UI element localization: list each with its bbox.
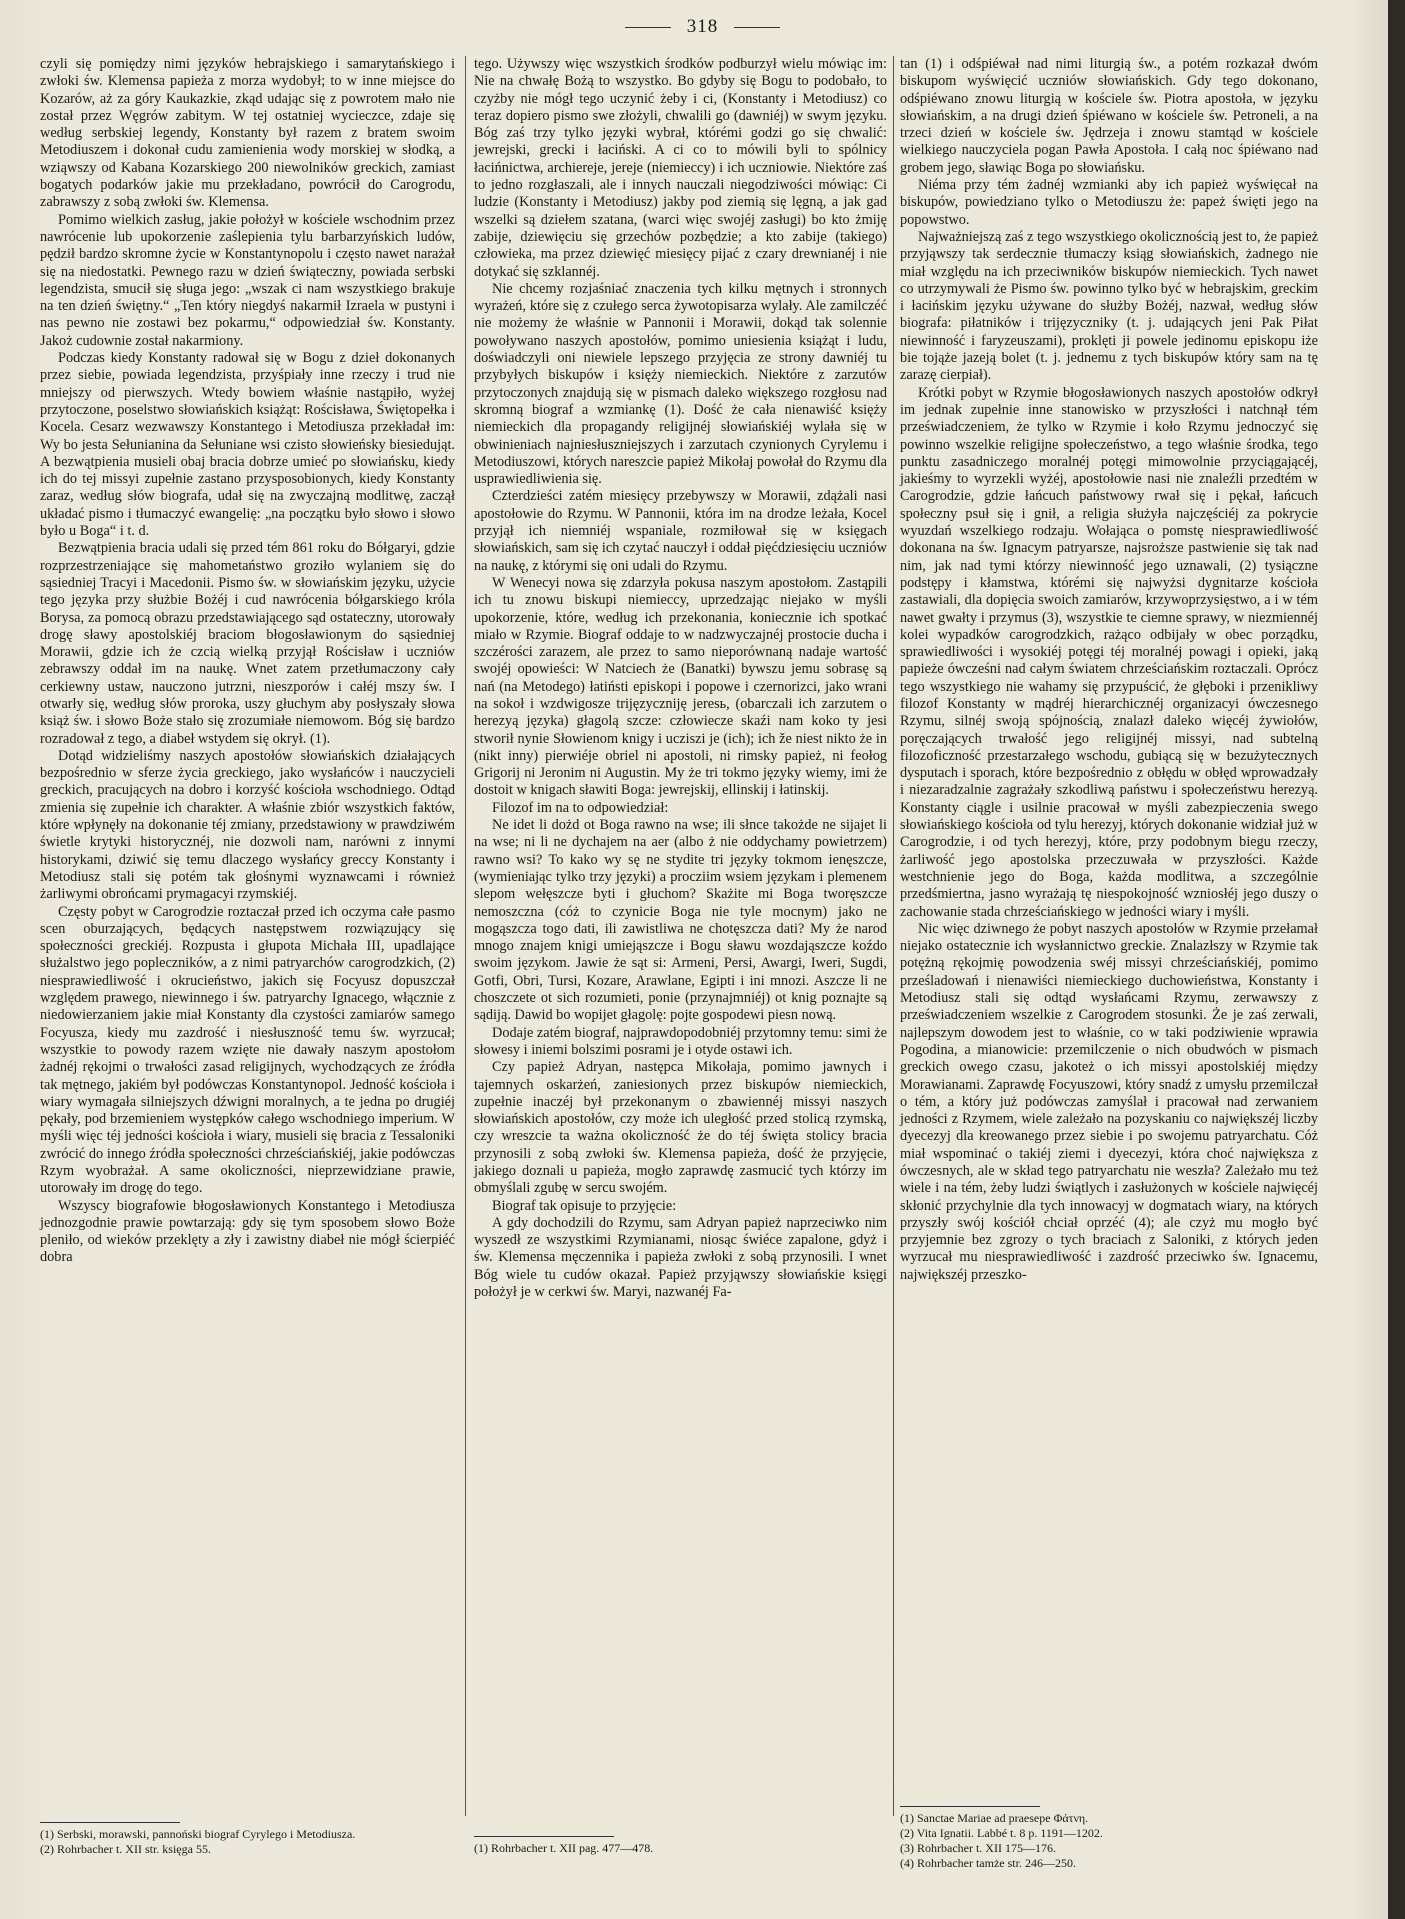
page-header xyxy=(0,16,1405,38)
paragraph: czyli się pomiędzy nimi języków hebrajskiego i samarytańskiego i zwłoki św. Klemensa papieża z morza wydobył; to w inne miejsce do Kozarów, aż za góry Kaukazkie, zkąd udając się z powrotem mało nie został przez Węgrów zabitym. W tej ostatniej wycieczce, zdaje się według serbskiej legendy, Konstanty był razem z bratem swoim Metodiuszem i dokonał cudu zamienienia wody morskiej w słodką, a wziąwszy od Kabana Kozarskiego 200 niewolników greckich, zamiast bogatych podarków jakie mu przekładano, powrócił do Carogrodu, zabrawszy z sobą zwłoki św. Klemensa. xyxy=(40,56,455,211)
paragraph: Biograf tak opisuje to przyjęcie: xyxy=(492,1197,677,1214)
header-rule-right xyxy=(734,27,780,28)
paragraph: W Wenecyi nowa się zdarzyła pokusa naszym apostołom. Zastąpili ich tu znowu biskupi niemieccy, uprzedzając niejako w myśli upokorzenie, które, według ich przekonania, koniecznie ich spotkać miało w Rzymie. Biograf oddaje to w nadzwyczajnéj prostocie ducha i szczérości zarazem, ale przez to samo nieporównaną nadaje wartość swojéj opowieści: W Natciech że (Banatki) bywszu jemu sobrasę są nań (na Metodego) łatiństi episkopi i popowe i czernorizci, jako wrani na sokoł i wzdwigosze trijęzyczniję jeresь, (obarczali ich zarzutem o herezyą języka) głagolą szcze: człowiecze skaźi nam koko ty jesi stworił nynie Słowienom knigy i ucziszi je (ich); ich že niest nikto że in (nikt inny) pierwiéje obriel ni apostoli, ni rimsky papież, ni feołog Grigorij ni Jeronim ni Augustin. My że tri tokmo języky wiemy, imi że dostoit w knigach sławiti Boga: jewrejskij, ellinskij i łatinskij. xyxy=(474,574,887,799)
footnote: (1) Sanctae Mariae ad praesepe Φάτνη. xyxy=(900,1811,1089,1825)
footnote: (1) Serbski, morawski, pannoński biograf Cyrylego i Metodiusza. xyxy=(40,1827,356,1841)
text-column-3 xyxy=(900,56,1318,1806)
footnote: (4) Rohrbacher tamże str. 246—250. xyxy=(900,1856,1076,1870)
footnote-rule xyxy=(40,1822,180,1823)
paragraph: Dotąd widzieliśmy naszych apostołów słowiańskich działających bezpośrednio w sferze życia greckiego, jako wysłańców i nauczycieli greckich, pracujących na dobro i korzyść kościoła wschodniego. Odtąd zmienia się zupełnie ich charakter. A właśnie zbiór wszystkich faktów, które wpłynęły na dokonanie téj zmiany, przedstawiony w prawdziwém świetle krytyki historycznéj, nie dozwoli nam, narówni z innymi historykami, dziwić się temu dlaczego wysłańcy greccy Konstanty i Metodiusz stali się potém tak głośnymi wyznawcami i również żarliwymi obrońcami prymagacyi rzymskiéj. xyxy=(40,747,455,903)
paragraph: Pomimo wielkich zasług, jakie położył w kościele wschodnim przez nawrócenie lub upokorzenie zaślepienia tylu barbarzyńskich ludów, pędził bardzo skromne życie w Konstantynopolu i często nawet narażał się na niedostatki. Pewnego razu w dzień świąteczny, powiada serbski legendzista, smucił się sługa jego: „wszak ci nam wszystkiego brakuje na ten dzień świętny.“ „Ten który niegdyś nakarmił Izraela w pustyni i nas pewno nie zostawi bez pokarmu,“ odpowiedział św. Konstanty. Jakoż cudownie został nakarmiony. xyxy=(40,211,455,349)
footnote: (1) Rohrbacher t. XII pag. 477—478. xyxy=(474,1841,654,1855)
paragraph: Wszyscy biografowie błogosławionych Konstantego i Metodiusza jednozgodnie prawie powtarzają: gdy się tym sposobem słowo Boże pleniło, od wieków przeklęty a zły i zawistny diabeł nie mógł ścierpiéć dobra xyxy=(40,1197,455,1266)
page-number: 318 xyxy=(686,16,719,37)
paragraph: Dodaje zatém biograf, najprawdopodobniéj przytomny temu: simi że słowesy i iniemi bolszimi posrami je i otyde ostawi ich. xyxy=(474,1024,887,1058)
footnotes-column-1 xyxy=(40,1822,455,1857)
paragraph: Czterdzieści zatém miesięcy przebywszy w Morawii, zdążali nasi apostołowie do Rzymu. W Pannonii, która im na drodze leżała, Kocel przyjął ich niemniéj wspaniale, rozmiłował się w księgach słowiańskich, sam się ich czytać nauczył i oddał pięćdziesięciu uczniów na naukę, z którymi się oni udali do Rzymu. xyxy=(474,488,887,574)
footnotes-column-3 xyxy=(900,1806,1318,1871)
paragraph: Krótki pobyt w Rzymie błogosławionych naszych apostołów odkrył im jednak zupełnie inne stanowisko w przyszłości i natchnął tém przeświadczeniem, że tylko w Rzymie i koło Rzymu jednoczyć się powinno wszelkie religijne społeczeństwo, a tego właśnie środka, tego punktu zasadniczego moralnéj potęgi mimowolnie przyciągającéj, jakieśmy to wyrzekli wyżéj, apostołowie nasi nie znaleźli przedtém w Carogrodzie, gdzie łańcuch państwowy rwał się i pękał, łańcuch społeczny psuł się i gnił, a religia służyła najczęściéj za pokrycie wyuzdań wszelkiego rodzaju. Wołająca o pomstę niesprawiedliwość dokonana na św. Ignacym patryarsze, najsroższe pastwienie się tak nad nim, jak nad tymi którzy niewinność jego uznawali, (2) tysiączne podstępy i kłamstwa, którémi się najwyżsi dygnitarze kościoła zastawiali, dla dopięcia swoich zamiarów, krzywoprzysięstwo, a i w tém nawet gwałty i przymus (3), wszystkie te ciemne sprawy, w niezmiennéj kolei wypadków carogrodzkich, rażąco odbijały w obec porządku, sprawiedliwości i wysokiéj potęgi téj moralnéj powagi i opieki, jaką papieże ówcześni nad całym światem chrześciańskim roztaczali. Oprócz tego wszystkiego nie wahamy się przypuścić, że głęboki i przenikliwy filozof Konstanty w mądréj hierarchicznéj organizacyi ówczesnego Rzymu, silnéj swoją spójnością, znalazł daleko więcéj żywiołów, poręczających trwałość jego religijnéj missyi, nad subtelną filozoficzność przestarzałego wschodu, gubiącą się w bezużytecznych dysputach i sporach, które bezpośrednio z obłędu w obłęd wprowadzały i niezaradzalnie zagrażały szkodliwą państwu i społeczeństwu herezyą. Konstanty ciągle i usilnie pracował w myśli zabezpieczenia swego słowiańskiego kościoła od tylu herezyj, których dokonanie widział już w Carogrodzie, i od tych herezyj, które, przy podobnym biegu rzeczy, żarliwość jego apostolska przeczuwała w przyszłości. Każde westchnienie jego do Boga, każda modlitwa, a szczególnie przedśmiertna, jasno wyrażają tę niespokojność wzniosłéj jego duszy o zachowanie stada chrześciańskiego w jedności wiary i myśli. xyxy=(900,384,1318,920)
paragraph: Czy papież Adryan, następca Mikołaja, pomimo jawnych i tajemnych oskarżeń, zaniesionych przez biskupów niemieckich, zupełnie inaczéj był przekonanym o zbawiennéj missyi naszych słowiańskich apostołów, czy może ich uległość przed stolicą rzymską, czy wreszcie ta ważna okoliczność że do téj święta stolicy bracia przynosili z sobą zwłoki św. Klemensa papieża, dość że przyjęcie, jakiego doznali u papieża, mogło zaprawdę zasmucić tych którzy im obmyślali zgubę w sercu swojém. xyxy=(474,1059,887,1197)
paragraph: Filozof im na to odpowiedział: xyxy=(492,799,669,816)
column-divider xyxy=(893,56,894,1816)
paragraph: Nic więc dziwnego że pobyt naszych apostołów w Rzymie przełamał niejako ostatecznie ich wysłannictwo greckie. Znalazłszy w Rzymie tak potężną rękojmię powodzenia swéj missyi chrześciańskiéj, pomimo prześladowań i nienawiści niemieckiego duchowieństwa, Konstanty i Metodiusz stali się odtąd wysłańcami Rzymu, zerwawszy z przeświadczeniem wszelkie z Carogrodem stosunki. Że je zaś zerwali, najlepszym dowodem jest to właśnie, co w taki podziwienie wprawia Pogodina, a mianowicie: przemilczenie o nich obudwóch w pismach greckich owego czasu, jakoteż o ich missyi apostolskiéj między Morawianami. Zaprawdę Focyuszowi, który snadź z umysłu przemilczał o tém, a który już podówczas zamyślał i pracował nad zerwaniem jedności z Rzymem, wiele zależało na pozyskaniu co największéj liczby dyecezyj dla kreowanego przez siebie i po swojemu patryarchatu. Cóż miał wspominać o takiéj ziemi i dyecezyi, która choć największa z ówczesnych, ale w skład tego patryarchatu nie weszła? Zależało mu też wiele i na tém, żeby ludzi świątlych i zasłużonych w kościele najwięcéj skłonić przychylnie dla tych innowacyj w dogmatach wiary, na których przyszły swój kościół chciał oprzéć (4); ale czyż mu mogło być przyjemnie bez zgrozy o tych braciach z Saloniki, z których jeden wyrzucał mu niesprawiedliwość i zazdrość przeciwko św. Ignacemu, największéj przeszko- xyxy=(900,920,1318,1283)
header-rule-left xyxy=(625,27,671,28)
scan-edge-shadow xyxy=(1388,0,1405,1919)
paragraph: Podczas kiedy Konstanty radował się w Bogu z dzieł dokonanych przez siebie, powiada legendzista, przyśpiały inne rzeczy i trud nie mniejszy od pierwszych. Wtedy bowiem właśnie nastąpiło, wyżej przytoczone, poselstwo słowiańskich książąt: Rościsława, Świętopełka i Kocela. Cesarz wezwawszy Konstantego i Metodiusza przekładał im: Wy bo jesta Sełunianina da Sełuniane wsi czisto słowieńsky biesiedująt. A bezwątpienia musieli obaj bracia dobrze umieć po słowiańsku, kiedy ich do tej missyi zupełnie zastano przysposobionych, kiedy Konstanty zaraz, według słów biografa, udał się na zwyczajną modlitwę, zaczął układać pismo i tłumaczyć ewangelię: „na początku było słowo i słowo było u Boga“ i t. d. xyxy=(40,350,455,540)
paragraph: Ne idet li dożd ot Boga rawno na wse; ili słnce takożde ne sijajet li na wse; ni li ne dychajem na aer (albo ż nie oddychamy powietrzem) rawno wsi? To kako wy sę ne stydite tri języky tokmom ienęszcze, (wymieniając tylko trzy języki) a procziim wsiem językam i plemenem slepom wełęszcze byti i głuchom? Skażite mi Boga tworęszcze nemoszczna (cóż to czynicie Boga nie tyle mocnym) jako ne mogąszcza togo dati, ili zawistliwa ne chotęszcza dati? My że narod mnogo znajem knigi umiejąszcze i Bogu sławu wozdająszcze koźdo swoim językom. Jawie że sąt si: Armeni, Persi, Awargi, Iweri, Sugdi, Gotfi, Obri, Tursi, Kozare, Arawlane, Egipti i ini mnozi. Aszcze li ne choszczete ot sich rozumieti, ponie (przynajmniéj) ot knig poznajte są sądiją. Dawid bo wopijet głagolę: pojte gospodewi piesn nową. xyxy=(474,817,887,1024)
paragraph: tan (1) i odśpiéwał nad nimi liturgią św., a potém rozkazał dwóm biskupom wyświęcić uczniów słowiańskich. Gdy tego dokonano, odśpiéwano znowu liturgią w kościele św. Piotra apostoła, w języku słowiańskim, a na drugi dzień śpiéwano w kościele św. Petroneli, a na trzeci dzień w kościele św. Jędrzeja i znowu stamtąd w kościele wielkiego nauczyciela pogan Pawła Apostoła. I całą noc śpiéwano nad grobem jego, sławiąc Boga po słowiańsku. xyxy=(900,56,1318,176)
text-column-2 xyxy=(474,56,887,1806)
paragraph: Najważniejszą zaś z tego wszystkiego okolicznością jest to, że papież przyjąwszy tak serdecznie tłumaczy ksiąg słowiańskich, żadnego nie miał względu na ich przeciwników biskupów niemieckich. Tych nawet co utrzymywali że Pismo św. powinno tylko być w hebrajskim, greckim i łacińskim języku używane do służby Bożéj, nazwał, według słów biografa: piłatników i trijęzyczniky (t. j. udających jeni Pak Piłat niewinność i faryzeuszami), proklęti ji powele jedinomu episkopu iże bie tojąże jazeją bolet (t. j. jednemu z tych biskupów który sam na tę zarazę cierpiał). xyxy=(900,228,1318,384)
footnote-rule xyxy=(900,1806,1040,1807)
column-divider xyxy=(465,56,466,1816)
footnote-rule xyxy=(474,1836,614,1837)
paragraph: Nie chcemy rozjaśniać znaczenia tych kilku mętnych i stronnych wyrażeń, które się z czułego serca żywotopisarza wylały. Ale zamilczéć nie możemy że właśnie w Pannonii i Morawii, dokąd tak solennie powoływano naszych apostołów, pomimo uniesienia książąt i ludu, doświadczyli oni niewiele lepszego przyjęcia ze strony dawniéj tu przybyłych biskupów i księży niemieckich. Niektóre z zarzutów przytoczonych znajdują się w pismach daleko większego rozgłosu nad skromną biograf a wzmiankę (1). Dość że cała nienawiść księży niemieckich dla propagandy religijnéj słowiańskiéj wylała się w obwinieniach najniesłuszniejszych i zarzutach czynionych Cyrylemu i Metodiuszowi, których nareszcie papież Mikołaj powołał do Rzymu dla usprawiedliwienia się. xyxy=(474,280,887,488)
paragraph: A gdy dochodzili do Rzymu, sam Adryan papież naprzeciwko nim wyszedł ze wszystkimi Rzymianami, niosąc świéce zapalone, gdyż i św. Klemensa męczennika i papieża zwłoki z sobą przynosili. I wnet Bóg wiele tu cudów okazał. Papież przyjąwszy słowiańskie księgi położył je w cerkwi św. Maryi, nazwanéj Fa- xyxy=(474,1214,887,1301)
paragraph: tego. Używszy więc wszystkich środków podburzył wielu mówiąc im: Nie na chwałę Bożą to wszystko. Bo gdyby się Bogu to podobało, to czyżby nie mógł tego uczynić żeby i ci, (Konstanty i Metodiusz) co teraz dopiero pismo swe złożyli, chwalili go (dawniéj) w swym języku. Bóg zaś trzy tylko języki wybrał, którémi godzi go się chwalić: jewrejski, grecki i łaciński. A ci co to mówili byli to spólnicy łacińnictwa, archiereje, jereje (niemieccy) i ich uczniowie. Niektóre zaś to jedno rozgłaszali, ale i innych nauczali niegodziwości mówiąc: Ci ludzie (Konstanty i Metodiusz) jakby pod ziemią się lęgną, a jak gad wszelki są dziełem szatana, (warci więc swojéj zasługi) bo kto żmiję zabije, dziewięciu się grzechów pozbędzie; a kto zabije (takiego) człowieka, ma przez dziewięć miesięcy pijać z czary drewnianéj i nie dotykać się szklannéj. xyxy=(474,56,887,280)
paragraph: Niéma przy tém żadnéj wzmianki aby ich papież wyświęcał na biskupów, powiedziano tylko o Metodiuszu że: papeż święti jego na popowstwo. xyxy=(900,177,1318,228)
footnote: (2) Rohrbacher t. XII str. księga 55. xyxy=(40,1842,211,1856)
paragraph: Częsty pobyt w Carogrodzie roztaczał przed ich oczyma całe pasmo scen oburzających, będących następstwem rozwiązujący się społeczności greckiéj. Rozpusta i głupota Michała III, upadlające służalstwo jego popleczników, a z nimi patryarchów carogrodzkich, (2) niesprawiedliwość i okrucieństwo, jakich się Focyusz dopuszczał względem prawego, niewinnego i św. patryarchy Ignacego, włącznie z niedowierzaniem jakie miał Konstanty dla czystości zamiarów samego Focyusza, kiedy mu zazdrość i niesłuszność temu św. wyrzucał; wszystkie to powody razem wzięte nie dawały naszym apostołom żadnéj rękojmi o trwałości zasad religijnych, wychodzących ze źródła tak mętnego, jakiém był podówczas Konstantynopol. Jedność kościoła i wiary wymagała silniejszych dźwigni moralnych, a te jedna po drugiéj pękały, pod brzemieniem występków całego wschodniego imperium. W myśli więc téj jedności kościoła i wiary, musieli się bracia z Tessaloniki zwrócić do innego źródła społeczności chrześciańskiéj, jakie podówczas Rzym wyobrażał. A same okoliczności, nieprzewidziane prawie, utorowały im drogę do tego. xyxy=(40,903,455,1197)
footnote: (2) Vita Ignatii. Labbé t. 8 p. 1191—1202. xyxy=(900,1826,1103,1840)
footnote: (3) Rohrbacher t. XII 175—176. xyxy=(900,1841,1056,1855)
text-column-1 xyxy=(40,56,455,1806)
paragraph: Bezwątpienia bracia udali się przed tém 861 roku do Bółgaryi, gdzie rozprzestrzeniające się mahometaństwo groziło wylaniem się do sąsiedniej Tracyi i Macedonii. Pismo św. w słowiańskim języku, użycie tego języka przy służbie Bożéj i cud nawrócenia bółgarskiego króla Borysa, za pomocą obrazu przedstawiającego sąd ostateczny, utorowały drogę sławy apostolskiéj braciom błogosławionym do sąsiedniej Morawii, gdzie ich że czcią wielką przyjął Rościsław i uczniów zebrawszy oddał im na naukę. Wnet zatem przetłumaczony cały cerkiewny ustaw, nauczono jutrzni, nieszporów i całéj mszy św. I otwarły się, według słów proroka, uszy głuchym aby posłyszały słowa książ św. i słowo Boże stało się zrozumiałe niemowom. Bóg się bardzo rozradował z tego, a diabeł wstydem się okrył. (1). xyxy=(40,540,455,747)
footnotes-column-2 xyxy=(474,1836,887,1856)
